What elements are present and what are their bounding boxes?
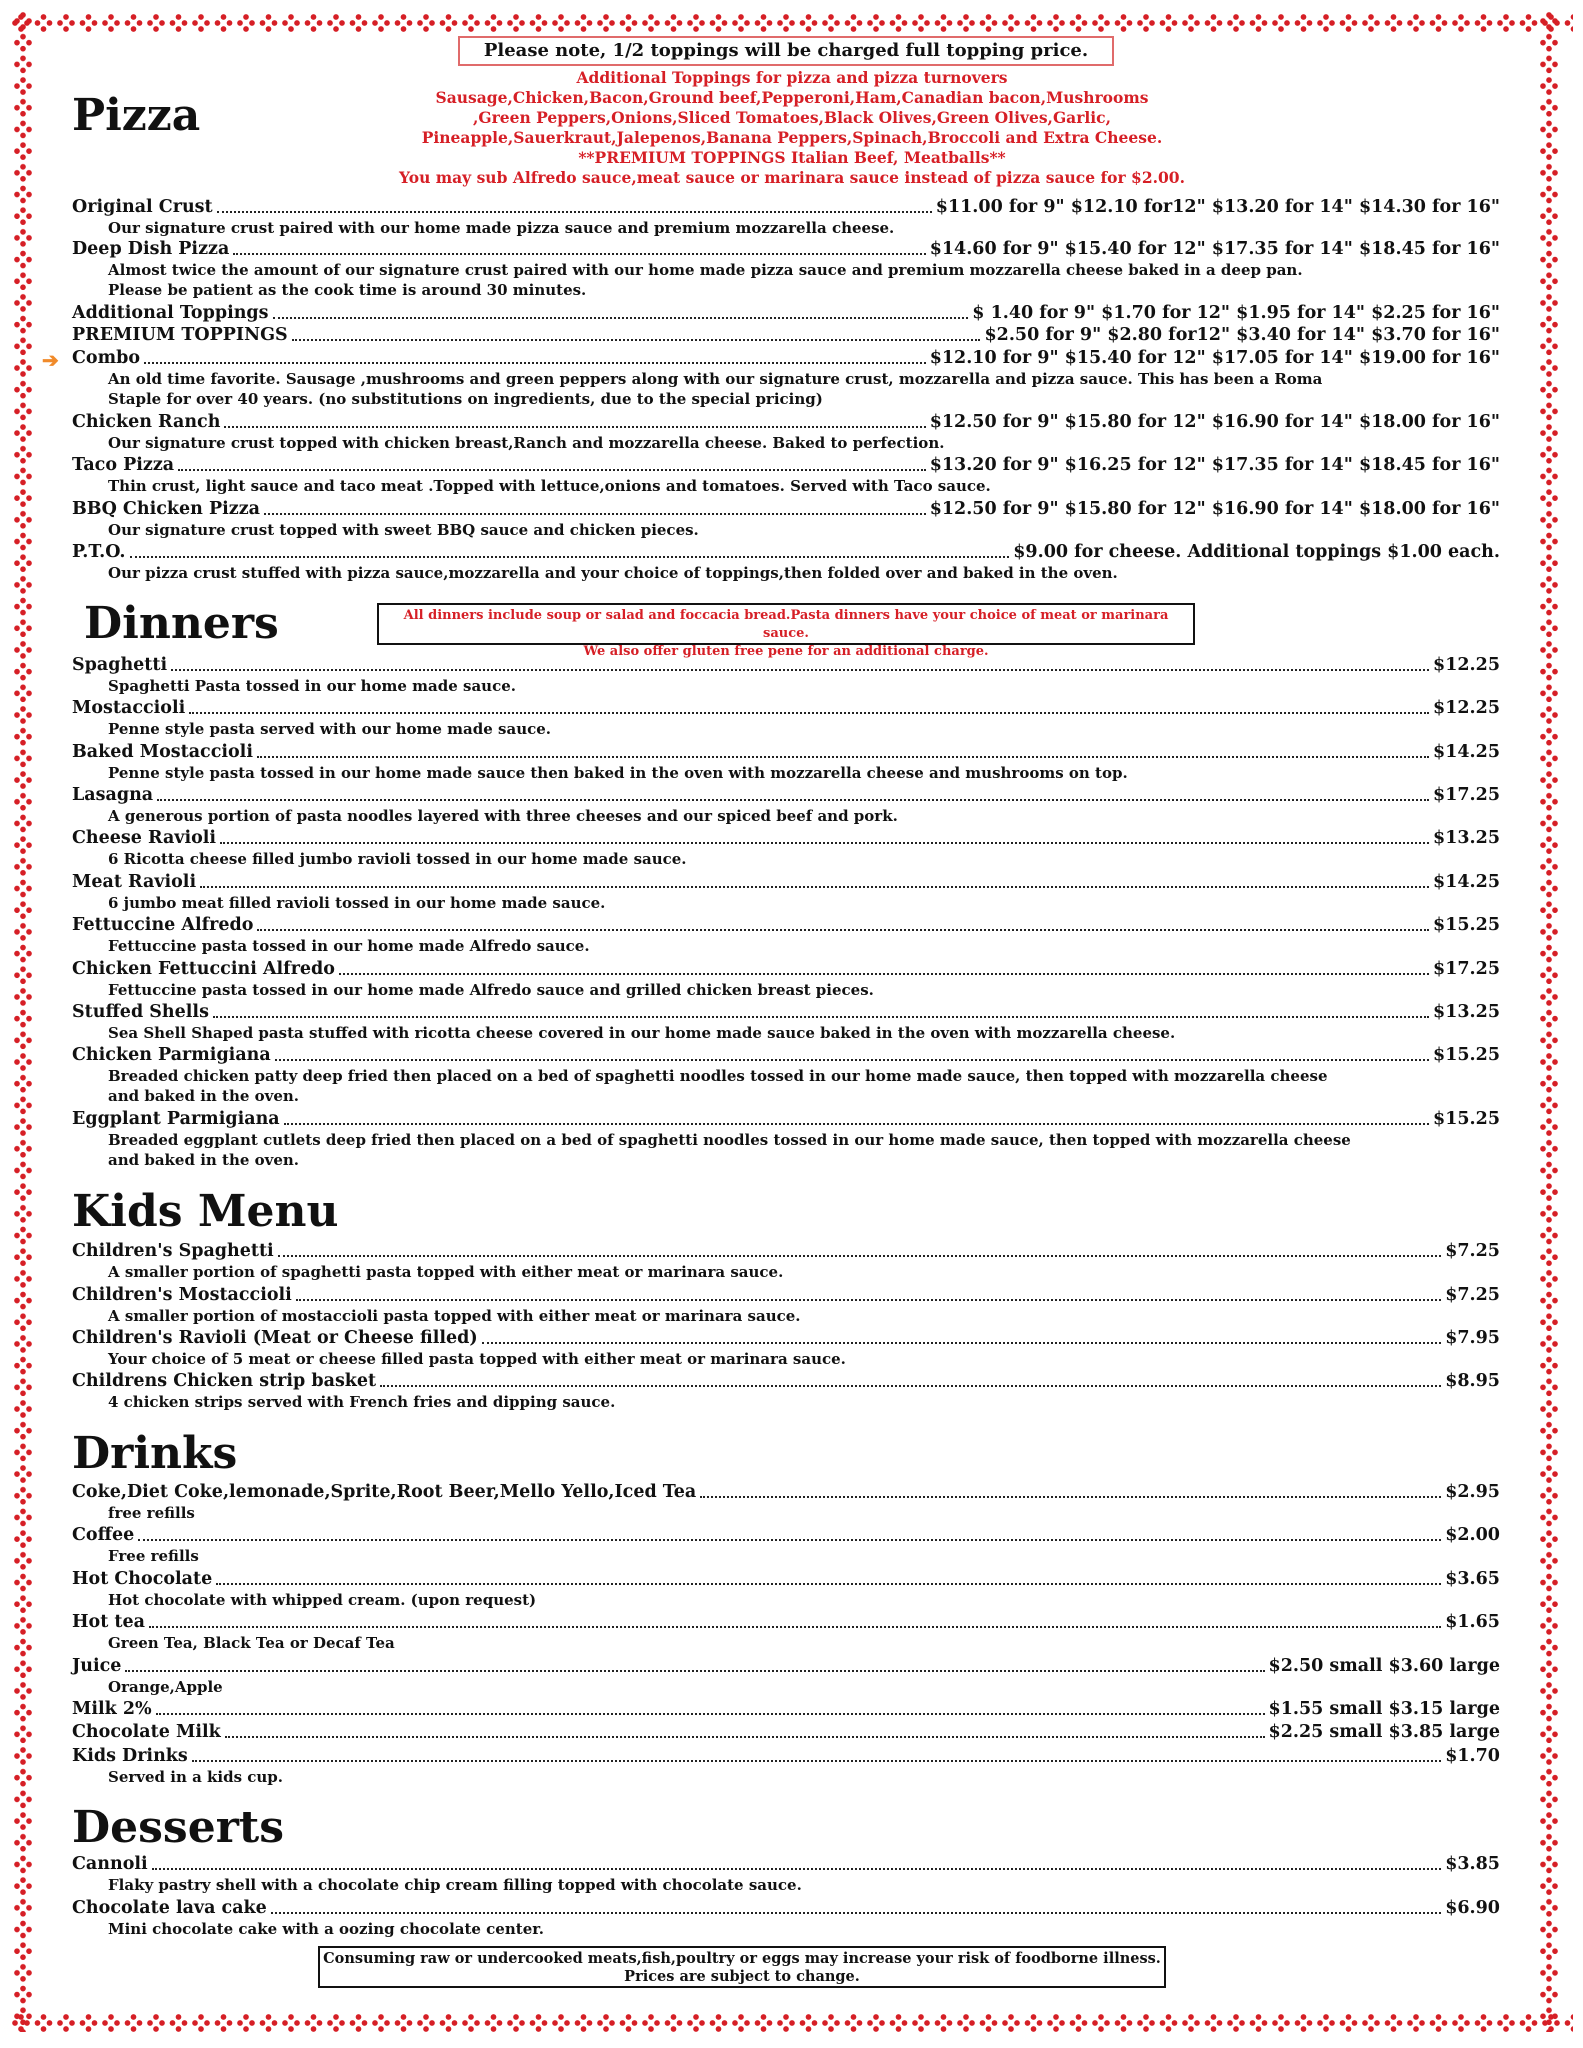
toppings-line: **PREMIUM TOPPINGS Italian Beef, Meatballs** <box>578 148 1006 167</box>
menu-item-price: $14.25 <box>1433 742 1500 762</box>
menu-item-description: Fettuccine pasta tossed in our home made Alfredo sauce. <box>108 937 590 955</box>
dot-leader <box>192 1759 1441 1762</box>
dot-leader <box>220 841 1429 844</box>
menu-item-description: Penne style pasta tossed in our home made sauce then baked in the oven with mozzarella cheese and mushrooms on top. <box>108 764 1128 782</box>
pizza-section-title: Pizza <box>72 90 201 141</box>
dot-leader <box>213 1015 1429 1018</box>
dinners-menu-item <box>72 1044 1500 1106</box>
dinners-menu-item <box>72 1001 1500 1043</box>
dinners-info-box <box>377 603 1195 659</box>
menu-item-description: Flaky pastry shell with a chocolate chip cream filling topped with chocolate sauce. <box>108 1876 802 1894</box>
menu-item-name: Lasagna <box>72 785 154 805</box>
dinners-section-title: Dinners <box>84 598 279 649</box>
kids-menu-item <box>72 1327 1500 1369</box>
menu-item-price: $1.55 small $3.15 large <box>1268 1699 1500 1719</box>
menu-item-name: Kids Drinks <box>72 1746 188 1766</box>
dot-leader <box>144 361 926 364</box>
footer-disclaimer <box>318 1946 1166 1988</box>
menu-item-name: Mostaccioli <box>72 698 186 718</box>
dot-leader <box>217 210 932 213</box>
menu-item-name: Cannoli <box>72 1854 148 1874</box>
kids-section-title: Kids Menu <box>72 1186 339 1237</box>
menu-item-description: Almost twice the amount of our signature crust paired with our home made pizza sauce and premium mozzarella cheese baked in a deep pan. <box>108 261 1303 279</box>
menu-item-description: Our signature crust topped with chicken breast,Ranch and mozzarella cheese. Baked to perfection. <box>108 434 945 452</box>
menu-item-description: An old time favorite. Sausage ,mushrooms and green peppers along with our signature crust, mozzarella and pizza sauce. This has been a Roma <box>108 370 1323 388</box>
toppings-line: You may sub Alfredo sauce,meat sauce or marinara sauce instead of pizza sauce for $2.00. <box>399 168 1185 187</box>
menu-item-row <box>72 1524 1500 1546</box>
menu-item-price: $13.25 <box>1433 828 1500 848</box>
dot-leader <box>278 1254 1442 1257</box>
right-border-decoration <box>1538 10 1560 2032</box>
menu-item-price: $12.10 for 9" $15.40 for 12" $17.05 for 14" $19.00 for 16" <box>929 348 1500 368</box>
menu-item-row <box>72 914 1500 936</box>
dot-leader <box>216 1582 1441 1585</box>
drinks-menu-item <box>72 1655 1500 1697</box>
menu-item-name: Children's Ravioli (Meat or Cheese filled) <box>72 1328 478 1348</box>
drinks-menu-item <box>72 1481 1500 1523</box>
menu-item-description: and baked in the oven. <box>108 1151 300 1169</box>
dot-leader <box>152 1867 1442 1870</box>
menu-item-price: $2.50 for 9" $2.80 for12" $3.40 for 14" $3.70 for 16" <box>984 325 1500 345</box>
drinks-menu-item <box>72 1745 1500 1787</box>
menu-item-price: $11.00 for 9" $12.10 for12" $13.20 for 14" $14.30 for 16" <box>935 197 1500 217</box>
pizza-menu-item <box>72 411 1500 453</box>
dot-leader <box>149 1625 1441 1628</box>
menu-item-name: Eggplant Parmigiana <box>72 1109 280 1129</box>
menu-item-row <box>72 1370 1500 1392</box>
menu-item-description: Our signature crust paired with our home made pizza sauce and premium mozzarella cheese. <box>108 219 895 237</box>
menu-item-description: Sea Shell Shaped pasta stuffed with ricotta cheese covered in our home made sauce baked in the oven with mozzarella cheese. <box>108 1024 1176 1042</box>
menu-item-price: $2.00 <box>1445 1525 1500 1545</box>
menu-item-name: Taco Pizza <box>72 455 175 475</box>
menu-item-price: $15.25 <box>1433 915 1500 935</box>
toppings-line: Additional Toppings for pizza and pizza turnovers <box>576 68 1008 87</box>
menu-item-price: $9.00 for cheese. Additional toppings $1.00 each. <box>1013 542 1500 562</box>
menu-item-price: $12.25 <box>1433 698 1500 718</box>
menu-item-row <box>72 1044 1500 1066</box>
menu-item-row <box>72 1745 1500 1767</box>
menu-item-row <box>72 1108 1500 1130</box>
menu-item-description: Fettuccine pasta tossed in our home made Alfredo sauce and grilled chicken breast pieces. <box>108 981 874 999</box>
menu-item-name: Additional Toppings <box>72 303 269 323</box>
menu-item-name: Chicken Parmigiana <box>72 1045 271 1065</box>
menu-item-description: Served in a kids cup. <box>108 1768 284 1786</box>
menu-item-row <box>72 324 1500 346</box>
dot-leader <box>700 1495 1441 1498</box>
menu-item-name: P.T.O. <box>72 542 126 562</box>
menu-item-price: $13.20 for 9" $16.25 for 12" $17.35 for 14" $18.45 for 16" <box>929 455 1500 475</box>
menu-item-name: Coffee <box>72 1525 135 1545</box>
top-border-decoration <box>10 12 1573 34</box>
dot-leader <box>271 1911 1441 1914</box>
dot-leader <box>157 798 1429 801</box>
menu-item-description: Your choice of 5 meat or cheese filled pasta topped with either meat or marinara sauce. <box>108 1350 846 1368</box>
menu-item-description: Breaded chicken patty deep fried then placed on a bed of spaghetti noodles tossed in our home made sauce, then topped with mozzarella cheese <box>108 1067 1328 1085</box>
kids-menu-item <box>72 1240 1500 1282</box>
menu-item-row <box>72 1327 1500 1349</box>
dinners-menu-item <box>72 914 1500 956</box>
bottom-border-decoration <box>10 2012 1573 2034</box>
dot-leader <box>233 252 925 255</box>
dinners-info-line: All dinners include soup or salad and foccacia bread.Pasta dinners have your choice of meat or marinara sauce. <box>403 608 1169 641</box>
menu-item-row <box>72 196 1500 218</box>
menu-item-description: Spaghetti Pasta tossed in our home made sauce. <box>108 677 516 695</box>
dinners-menu-item <box>72 697 1500 739</box>
menu-item-name: Original Crust <box>72 197 213 217</box>
pizza-menu-item <box>72 324 1500 346</box>
menu-item-description: A smaller portion of mostaccioli pasta topped with either meat or marinara sauce. <box>108 1307 801 1325</box>
menu-item-description: A generous portion of pasta noodles layered with three cheeses and our spiced beef and pork. <box>108 807 898 825</box>
dot-leader <box>156 1712 1265 1715</box>
menu-item-description: Our pizza crust stuffed with pizza sauce,mozzarella and your choice of toppings,then folded over and baked in the oven. <box>108 564 1118 582</box>
kids-menu-item <box>72 1284 1500 1326</box>
menu-item-row <box>72 1655 1500 1677</box>
footer-line: Consuming raw or undercooked meats,fish,poultry or eggs may increase your risk of foodborne illness. <box>323 1950 1161 1967</box>
pizza-menu-item <box>72 347 1500 409</box>
menu-item-row <box>72 1001 1500 1023</box>
arrow-right-icon: ➔ <box>42 348 59 372</box>
menu-item-name: Milk 2% <box>72 1699 152 1719</box>
menu-item-name: Meat Ravioli <box>72 872 197 892</box>
dinners-menu-item <box>72 871 1500 913</box>
menu-item-description: Thin crust, light sauce and taco meat .Topped with lettuce,onions and tomatoes. Served with Taco sauce. <box>108 477 991 495</box>
menu-item-description: Orange,Apple <box>108 1678 223 1696</box>
menu-item-name: Childrens Chicken strip basket <box>72 1371 377 1391</box>
menu-item-name: Coke,Diet Coke,lemonade,Sprite,Root Beer,Mello Yello,Iced Tea <box>72 1482 697 1502</box>
menu-item-price: $2.95 <box>1445 1482 1500 1502</box>
menu-item-description: Our signature crust topped with sweet BBQ sauce and chicken pieces. <box>108 521 699 539</box>
dot-leader <box>380 1384 1441 1387</box>
menu-item-row <box>72 1240 1500 1262</box>
menu-item-row <box>72 958 1500 980</box>
menu-item-name: PREMIUM TOPPINGS <box>72 325 288 345</box>
dinners-menu-item <box>72 784 1500 826</box>
drinks-menu-item <box>72 1721 1500 1743</box>
menu-item-price: $7.25 <box>1445 1285 1500 1305</box>
toppings-line: ,Green Peppers,Onions,Sliced Tomatoes,Black Olives,Green Olives,Garlic, <box>472 108 1112 127</box>
menu-item-price: $17.25 <box>1433 785 1500 805</box>
menu-item-price: $12.25 <box>1433 655 1500 675</box>
dot-leader <box>130 555 1010 558</box>
menu-item-row <box>72 302 1500 324</box>
left-border-decoration <box>12 10 34 2032</box>
menu-item-row <box>72 238 1500 260</box>
menu-item-description: Green Tea, Black Tea or Decaf Tea <box>108 1634 395 1652</box>
dot-leader <box>125 1669 1264 1672</box>
dot-leader <box>257 928 1429 931</box>
dinners-menu-item <box>72 827 1500 869</box>
menu-item-name: Chocolate Milk <box>72 1722 221 1742</box>
menu-item-price: $17.25 <box>1433 959 1500 979</box>
menu-item-name: BBQ Chicken Pizza <box>72 499 260 519</box>
pizza-menu-item <box>72 541 1500 583</box>
menu-item-price: $12.50 for 9" $15.80 for 12" $16.90 for 14" $18.00 for 16" <box>929 499 1500 519</box>
dot-leader <box>275 1058 1429 1061</box>
menu-item-price: $1.70 <box>1445 1746 1500 1766</box>
menu-item-description: and baked in the oven. <box>108 1087 300 1105</box>
pizza-menu-item <box>72 196 1500 238</box>
dot-leader <box>284 1122 1429 1125</box>
pizza-menu-item <box>72 302 1500 324</box>
desserts-menu-item <box>72 1897 1500 1939</box>
menu-item-row <box>72 1611 1500 1633</box>
menu-item-price: $14.25 <box>1433 872 1500 892</box>
dot-leader <box>189 711 1429 714</box>
dot-leader <box>178 468 926 471</box>
menu-item-row <box>72 1568 1500 1590</box>
menu-item-name: Combo <box>72 348 141 368</box>
menu-item-row <box>72 871 1500 893</box>
menu-item-price: $8.95 <box>1445 1371 1500 1391</box>
menu-item-name: Stuffed Shells <box>72 1002 209 1022</box>
drinks-section-title: Drinks <box>72 1428 238 1479</box>
menu-item-name: Chicken Ranch <box>72 412 221 432</box>
menu-item-description: 4 chicken strips served with French fries and dipping sauce. <box>108 1393 616 1411</box>
menu-item-description: Please be patient as the cook time is around 30 minutes. <box>108 281 587 299</box>
menu-item-price: $12.50 for 9" $15.80 for 12" $16.90 for 14" $18.00 for 16" <box>929 412 1500 432</box>
dot-leader <box>292 338 981 341</box>
menu-item-price: $1.65 <box>1445 1612 1500 1632</box>
pizza-menu-item <box>72 498 1500 540</box>
menu-item-row <box>72 541 1500 563</box>
dot-leader <box>339 972 1429 975</box>
drinks-menu-item <box>72 1698 1500 1720</box>
menu-item-description: 6 Ricotta cheese filled jumbo ravioli tossed in our home made sauce. <box>108 850 687 868</box>
menu-item-name: Cheese Ravioli <box>72 828 217 848</box>
dot-leader <box>264 512 926 515</box>
drinks-menu-item <box>72 1611 1500 1653</box>
menu-item-row <box>72 1897 1500 1919</box>
menu-item-row <box>72 1853 1500 1875</box>
menu-item-price: $3.85 <box>1445 1854 1500 1874</box>
menu-item-description: Breaded eggplant cutlets deep fried then placed on a bed of spaghetti noodles tossed in our home made sauce, then topped with mozzarella cheese <box>108 1131 1351 1149</box>
menu-item-name: Hot tea <box>72 1612 145 1632</box>
menu-item-row <box>72 697 1500 719</box>
dinners-menu-item <box>72 741 1500 783</box>
menu-item-row <box>72 741 1500 763</box>
menu-item-price: $14.60 for 9" $15.40 for 12" $17.35 for 14" $18.45 for 16" <box>929 239 1500 259</box>
dot-leader <box>224 425 925 428</box>
pizza-menu-item <box>72 238 1500 300</box>
menu-item-price: $2.25 small $3.85 large <box>1268 1722 1500 1742</box>
dot-leader <box>171 668 1429 671</box>
menu-item-row <box>72 654 1500 676</box>
menu-item-name: Juice <box>72 1656 122 1676</box>
menu-item-price: $15.25 <box>1433 1109 1500 1129</box>
menu-item-description: free refills <box>108 1504 195 1522</box>
menu-item-row <box>72 454 1500 476</box>
menu-item-name: Spaghetti <box>72 655 168 675</box>
menu-item-name: Deep Dish Pizza <box>72 239 230 259</box>
menu-item-description: Free refills <box>108 1547 199 1565</box>
menu-item-description: 6 jumbo meat filled ravioli tossed in our home made sauce. <box>108 894 606 912</box>
dot-leader <box>296 1298 1441 1301</box>
menu-item-name: Hot Chocolate <box>72 1569 213 1589</box>
menu-item-description: Hot chocolate with whipped cream. (upon request) <box>108 1591 537 1609</box>
dinners-info-line: We also offer gluten free pene for an additional charge. <box>583 644 989 659</box>
menu-item-name: Fettuccine Alfredo <box>72 915 254 935</box>
toppings-info <box>352 68 1232 188</box>
menu-item-row <box>72 347 1500 369</box>
dot-leader <box>273 316 969 319</box>
menu-item-description: Penne style pasta served with our home made sauce. <box>108 720 551 738</box>
desserts-menu-item <box>72 1853 1500 1895</box>
menu-item-row <box>72 1698 1500 1720</box>
menu-item-row <box>72 827 1500 849</box>
drinks-menu-item <box>72 1568 1500 1610</box>
menu-item-name: Baked Mostaccioli <box>72 742 253 762</box>
menu-item-row <box>72 498 1500 520</box>
menu-item-price: $6.90 <box>1445 1898 1500 1918</box>
dinners-menu-item <box>72 654 1500 696</box>
menu-item-name: Children's Spaghetti <box>72 1241 274 1261</box>
menu-item-price: $ 1.40 for 9" $1.70 for 12" $1.95 for 14" $2.25 for 16" <box>972 303 1500 323</box>
desserts-section-title: Desserts <box>72 1802 284 1853</box>
pizza-menu-item <box>72 454 1500 496</box>
menu-item-name: Chicken Fettuccini Alfredo <box>72 959 335 979</box>
dot-leader <box>257 755 1429 758</box>
menu-item-description: A smaller portion of spaghetti pasta topped with either meat or marinara sauce. <box>108 1263 784 1281</box>
menu-item-price: $3.65 <box>1445 1569 1500 1589</box>
menu-item-row <box>72 1721 1500 1743</box>
menu-item-name: Chocolate lava cake <box>72 1898 267 1918</box>
menu-item-row <box>72 1481 1500 1503</box>
dot-leader <box>225 1735 1265 1738</box>
menu-item-row <box>72 784 1500 806</box>
topping-price-notice: Please note, 1/2 toppings will be charged full topping price. <box>458 36 1114 66</box>
menu-item-description: Mini chocolate cake with a oozing chocolate center. <box>108 1920 544 1938</box>
menu-item-name: Children's Mostaccioli <box>72 1285 292 1305</box>
menu-item-row <box>72 411 1500 433</box>
menu-item-price: $13.25 <box>1433 1002 1500 1022</box>
menu-item-description: Staple for over 40 years. (no substitutions on ingredients, due to the special pricing) <box>108 390 823 408</box>
dot-leader <box>200 885 1429 888</box>
dot-leader <box>138 1538 1441 1541</box>
dinners-menu-item <box>72 1108 1500 1170</box>
kids-menu-item <box>72 1370 1500 1412</box>
toppings-line: Pineapple,Sauerkraut,Jalepenos,Banana Peppers,Spinach,Broccoli and Extra Cheese. <box>421 128 1163 147</box>
menu-item-price: $7.25 <box>1445 1241 1500 1261</box>
menu-item-price: $2.50 small $3.60 large <box>1268 1656 1500 1676</box>
toppings-line: Sausage,Chicken,Bacon,Ground beef,Pepperoni,Ham,Canadian bacon,Mushrooms <box>435 88 1149 107</box>
drinks-menu-item <box>72 1524 1500 1566</box>
dinners-menu-item <box>72 958 1500 1000</box>
footer-line: Prices are subject to change. <box>624 1968 860 1985</box>
menu-item-price: $7.95 <box>1445 1328 1500 1348</box>
menu-item-price: $15.25 <box>1433 1045 1500 1065</box>
dot-leader <box>482 1341 1442 1344</box>
menu-item-row <box>72 1284 1500 1306</box>
